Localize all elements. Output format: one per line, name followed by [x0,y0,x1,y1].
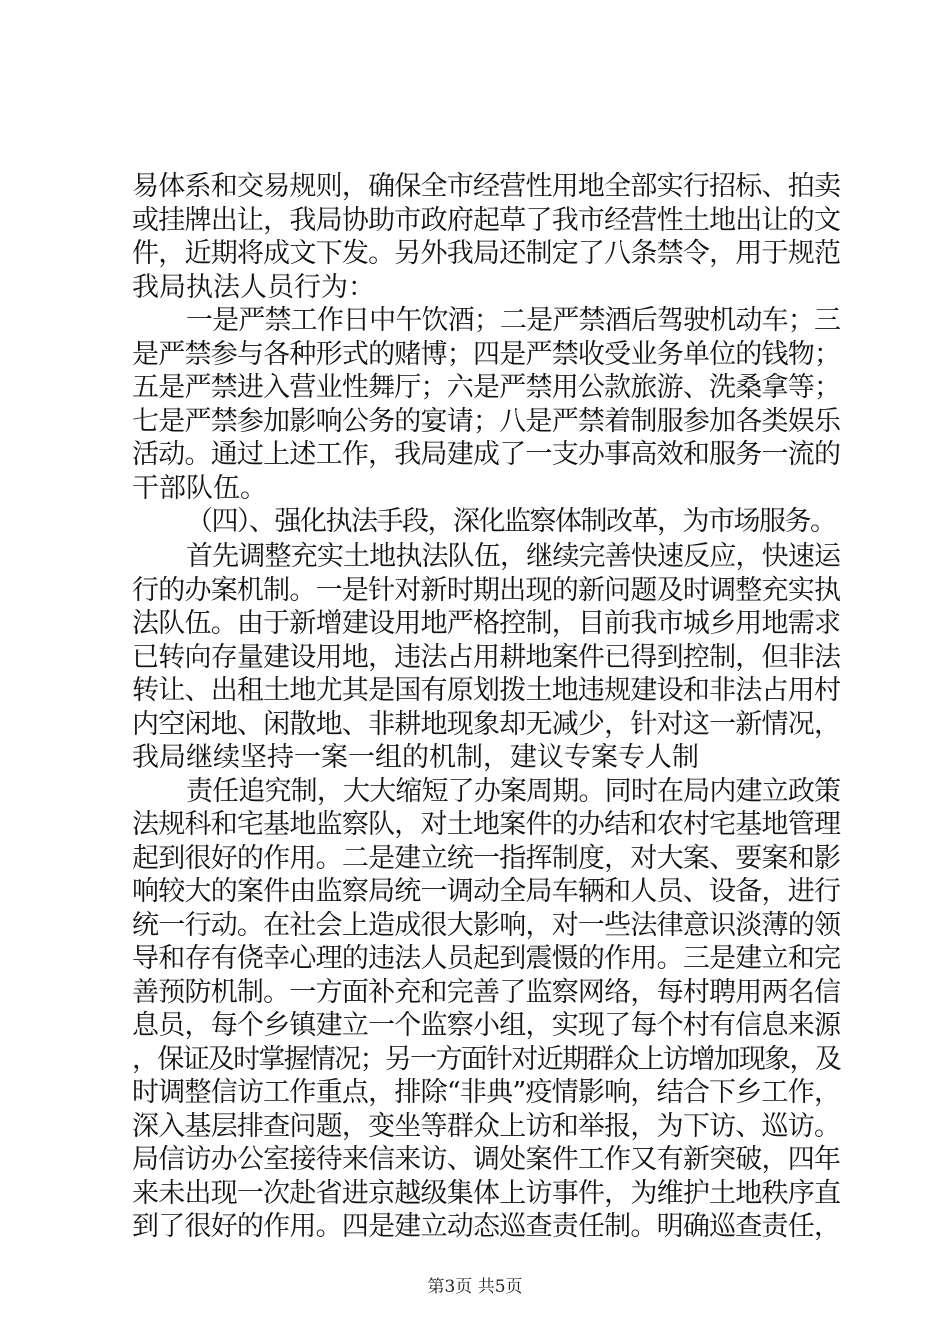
text-line: 首先调整充实土地执法队伍，继续完善快速反应，快速运 [186,541,840,572]
text-line: 或挂牌出让，我局协助市政府起草了我市经营性土地出让的文 [132,204,840,236]
text-line: 善预防机制。一方面补充和完善了监察网络，每村聘用两名信 [132,976,840,1008]
text-line: 是严禁参与各种形式的赌博；四是严禁收受业务单位的钱物； [132,338,840,370]
text-line: 时调整信访工作重点，排除“非典”疫情影响，结合下乡工作， [132,1077,840,1108]
text-line: ，保证及时掌握情况；另一方面针对近期群众上访增加现象，及 [132,1043,840,1075]
page-number-footer: 第3页 共5页 [427,1277,523,1297]
text-line: 易体系和交易规则，确保全市经营性用地全部实行招标、拍卖 [132,171,840,202]
text-line: 活动。通过上述工作，我局建成了一支办事高效和服务一流的 [132,439,840,470]
text-line: 五是严禁进入营业性舞厅；六是严禁用公款旅游、洗桑拿等； [132,372,840,403]
text-line: 法规科和宅基地监察队，对土地案件的办结和农村宅基地管理 [132,809,840,840]
body-text-section-2 [132,540,840,1244]
text-line: 转让、出租土地尤其是国有原划拨土地违规建设和非法占用村 [132,675,840,706]
text-line: 干部队伍。 [132,472,267,504]
text-line: 导和存有侥幸心理的违法人员起到震慑的作用。三是建立和完 [132,943,840,974]
text-line: 响较大的案件由监察局统一调动全局车辆和人员、设备，进行 [132,876,840,907]
text-line: 到了很好的作用。四是建立动态巡查责任制。明确巡查责任， [132,1211,840,1242]
section-heading: （四）、强化执法手段，深化监察体制改革，为市场服务。 [186,506,836,537]
text-line: 内空闲地、闲散地、非耕地现象却无减少，针对这一新情况， [132,708,840,740]
text-line: 起到很好的作用。二是建立统一指挥制度，对大案、要案和影 [132,842,840,874]
text-line: 七是严禁参加影响公务的宴请；八是严禁着制服参加各类娱乐 [132,405,840,437]
text-line: 件，近期将成文下发。另外我局还制定了八条禁令，用于规范 [132,238,840,269]
text-line: 局信访办公室接待来信来访、调处案件工作又有新突破，四年 [132,1144,840,1175]
text-line: 已转向存量建设用地，违法占用耕地案件已得到控制，但非法 [132,641,840,673]
text-line: 来未出现一次赴省进京越级集体上访事件，为维护土地秩序直 [132,1177,840,1209]
text-line: 我局执法人员行为： [132,271,375,303]
text-line: 息员，每个乡镇建立一个监察小组，实现了每个村有信息来源 [132,1010,840,1041]
text-line: 我局继续坚持一案一组的机制，建议专案专人制 [132,742,699,773]
text-line: 行的办案机制。一是针对新时期出现的新问题及时调整充实执 [132,574,840,606]
text-line: 法队伍。由于新增建设用地严格控制，目前我市城乡用地需求 [132,608,840,639]
text-line: 统一行动。在社会上造成很大影响，对一些法律意识淡薄的领 [132,909,840,941]
text-line: 深入基层排查问题，变坐等群众上访和举报，为下访、巡访。 [132,1110,840,1142]
text-line: 责任追究制，大大缩短了办案周期。同时在局内建立政策 [186,775,840,807]
body-text-section-1 [132,170,840,539]
text-line: 一是严禁工作日中午饮酒；二是严禁酒后驾驶机动车；三 [186,305,840,336]
